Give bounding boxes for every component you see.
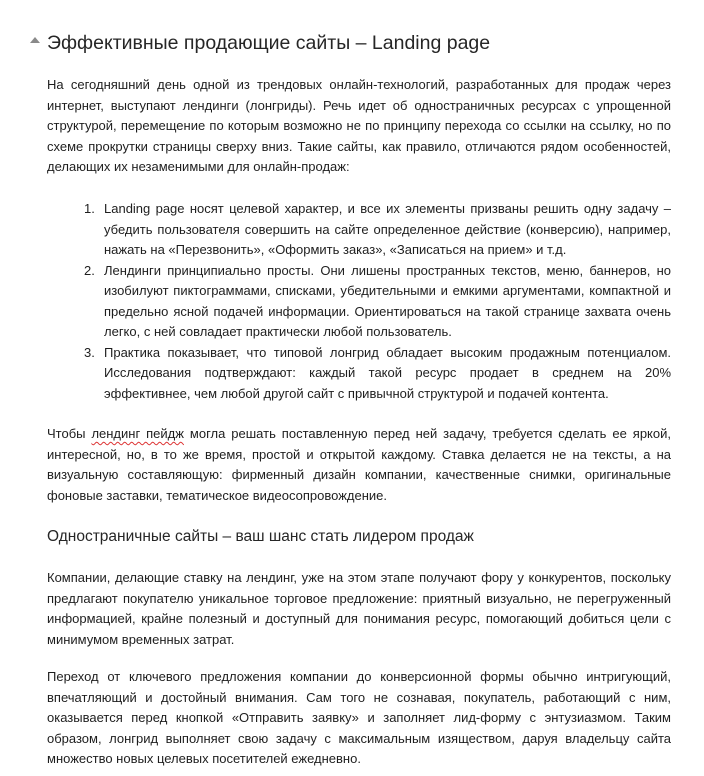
- list-number: 1.: [84, 201, 95, 216]
- heading-1: Эффективные продающие сайты – Landing page: [47, 32, 491, 54]
- paragraph-4: Переход от ключевого предложения компании до конверсионной формы обычно интригующий, впечатляющий и достойный внимания. Сам того не сознавая, покупатель, работающий с ним, оказывается перед кнопкой «Отправить заявку» и заполняет лид-форму с энтузиазмом. Таким образом, лонгрид выполняет свою задачу с максимальным изяществом, даруя владельцу сайта множество новых целевых посетителей ежедневно.: [47, 669, 671, 766]
- paragraph-2-after: могла решать поставленную перед ней задачу, требуется сделать ее яркой, интересной, но, в то же время, простой и открытой каждому. Ставка делается не на тексты, а на визуальную составляющую: фирменный дизайн компании, качественные снимки, оригинальные фоновые заставки, тематическое видеосопровождение.: [47, 426, 671, 503]
- paragraph-2-before: Чтобы: [47, 426, 92, 441]
- collapse-heading-icon[interactable]: [30, 37, 40, 43]
- list-number: 2.: [84, 262, 95, 278]
- numbered-list: [84, 199, 671, 404]
- heading-2: Одностраничные сайты – ваш шанс стать лидером продаж: [47, 528, 474, 545]
- list-number: 3.: [84, 344, 95, 360]
- paragraph-3: Компании, делающие ставку на лендинг, уже на этом этапе получают фору у конкурентов, поскольку предлагают покупателю уникальное торговое предложение: приятный визуально, не перегруженный информацией, крайне полезный и доступный для понимания ресурс, помогающий добиться цели с минимумом временных затрат.: [47, 570, 671, 647]
- list-item: [84, 261, 671, 343]
- list-item-text: Landing page носят целевой характер, и все их элементы призваны решить одну задачу – убедить пользователя совершить на сайте определенное действие (конверсию), например, нажать на «Перезвонить», «Оформить заказ», «Записаться на прием» и т.д.: [104, 201, 671, 257]
- list-item: [84, 343, 671, 405]
- list-item-text: Практика показывает, что типовой лонгрид обладает высоким продажным потенциалом. Исследования подтверждают: каждый такой ресурс продает в среднем на 20% эффективнее, чем любой другой сайт с привычной структурой и подачей контента.: [104, 344, 671, 401]
- intro-paragraph: На сегодняшний день одной из трендовых онлайн-технологий, разработанных для продаж через интернет, выступают лендинги (лонгриды). Речь идет об одностраничных ресурсах с упрощенной структурой, перемещение по которым возможно не по принципу перехода со ссылки на ссылку, но по схеме прокрутки страницы сверху вниз. Такие сайты, как правило, отличаются рядом особенностей, делающих их незаменимыми для онлайн-продаж:: [47, 77, 671, 174]
- spellcheck-misspelled-word[interactable]: лендинг пейдж: [91, 426, 184, 441]
- list-item-text: Лендинги принципиально просты. Они лишены пространных текстов, меню, баннеров, но изобилуют пиктограммами, списками, убедительными и емкими аргументами, компактной и предельно ясной подачей информации. Ориентироваться на такой странице захвата очень легко, с ней совладает практически любой пользователь.: [104, 262, 671, 339]
- paragraph-2: [47, 424, 671, 506]
- list-item: [84, 199, 671, 261]
